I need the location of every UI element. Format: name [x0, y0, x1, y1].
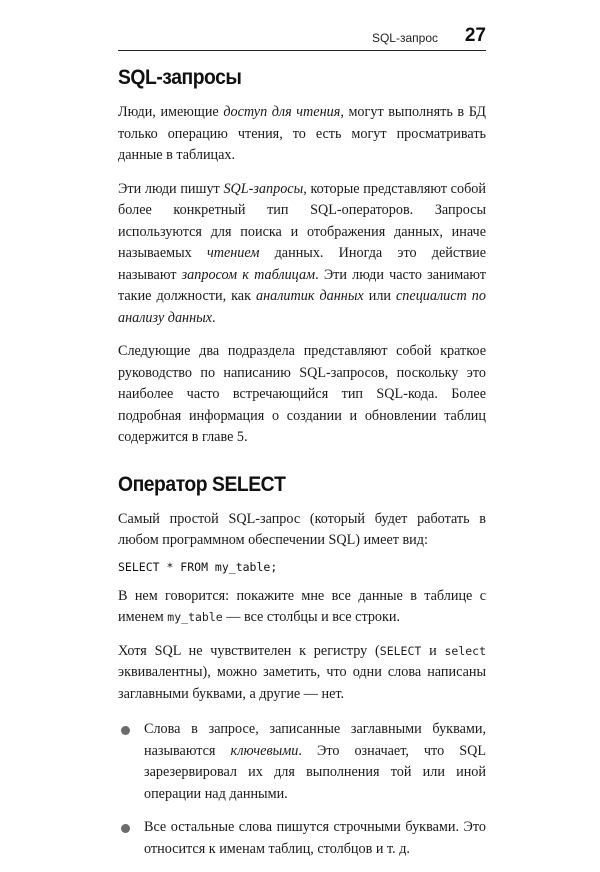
paragraph-read-access: Люди, имеющие доступ для чтения, могут выполнять в БД только операцию чтения, то есть могут просматривать данные в таблицах. [118, 104, 486, 163]
bullet-list [118, 719, 486, 860]
running-header-title: SQL-запрос [371, 31, 438, 45]
running-header [118, 22, 486, 51]
code-example: SELECT * FROM my_table; [118, 559, 278, 574]
bullet-icon [121, 824, 130, 833]
page-number: 27 [464, 25, 486, 46]
paragraph-query-meaning: В нем говорится: покажите мне все данные в таблице с именем my_table — все столбцы и все строки. [118, 587, 486, 625]
list-item-lowercase: Все остальные слова пишутся строчными буквами. Это относится к именам таблиц, столбцов и т. д. [118, 817, 486, 860]
paragraph-simplest-query: Самый простой SQL-запрос (который будет работать в любом программном обеспечении SQL) имеет вид: [118, 510, 486, 548]
paragraph-sql-queries-definition: Эти люди пишут SQL-запросы, которые представляют собой более конкретный тип SQL-операторов. Запросы используются для поиска и отображения данных, иначе называемых чтением данных. Иногда это действие называют запросом к таблицам. Эти люди часто занимают такие должности, как аналитик данных или специалист по анализу данных. [118, 180, 487, 326]
paragraph-subsections-intro: Следующие два подраздела представляют собой краткое руководство по написанию SQL-запросов, поскольку это наиболее часто встречающийся тип SQL-кода. Более подробная информация о создании и обновлении таблиц содержится в главе 5. [118, 343, 486, 445]
bullet-icon [121, 726, 130, 735]
paragraph-case-insensitive: Хотя SQL не чувствителен к регистру (SELECT и select эквивалентны), можно заметить, что одни слова написаны заглавными буквами, а другие — нет. [118, 642, 487, 702]
section-heading-sql-queries: SQL-запросы [118, 66, 242, 89]
list-item-keywords: Слова в запросе, записанные заглавными буквами, называются ключевыми. Это означает, что SQL зарезервировал их для выполнения той или иной операции над данными. [118, 719, 486, 805]
section-heading-select-statement: Оператор SELECT [118, 472, 286, 496]
